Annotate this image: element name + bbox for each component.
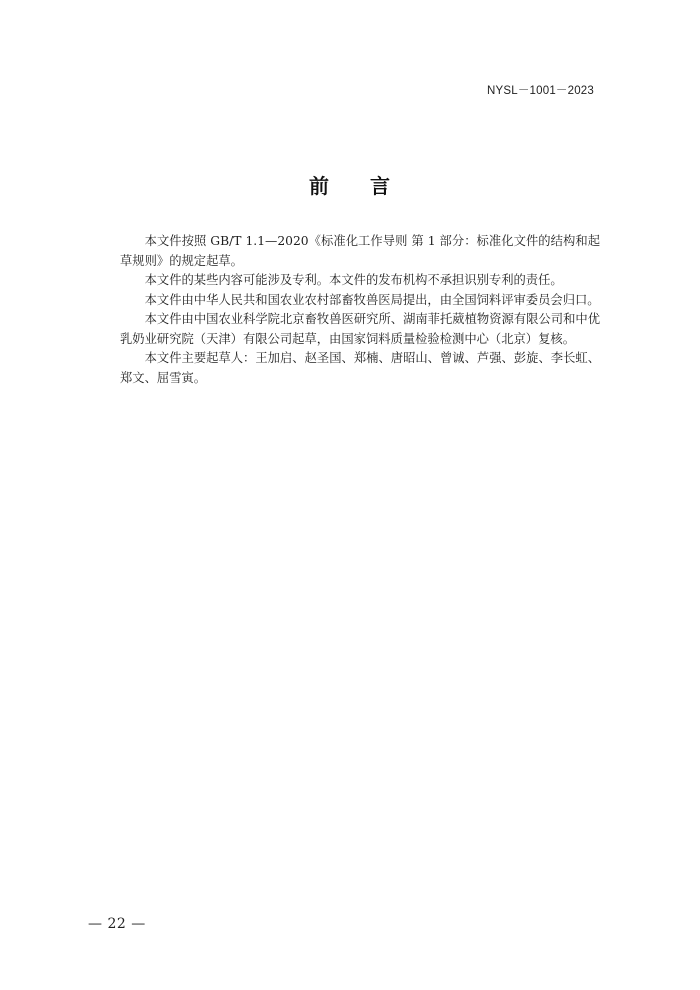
- title-char-1: 前: [309, 174, 330, 198]
- paragraph-proposer: 本文件由中华人民共和国农业农村部畜牧兽医局提出，由全国饲料评审委员会归口。: [144, 292, 600, 307]
- foreword-body: [120, 232, 600, 388]
- page-title: [0, 170, 700, 199]
- paragraph-patent-notice: 本文件的某些内容可能涉及专利。本文件的发布机构不承担识别专利的责任。: [144, 273, 563, 287]
- paragraph-drafters: 本文件主要起草人：王加启、赵圣国、郑楠、唐昭山、曾诚、芦强、彭旋、李长虹、郑文、屈雪寅。: [120, 351, 600, 385]
- title-char-2: 言: [370, 174, 391, 198]
- page-number: — 22 —: [88, 916, 146, 932]
- paragraph-drafting-rules: 本文件按照 GB/T 1.1—2020《标准化工作导则 第 1 部分：标准化文件的结构和起草规则》的规定起草。: [120, 234, 600, 268]
- document-code: NYSL－1001－2023: [486, 85, 594, 97]
- paragraph-drafting-units: 本文件由中国农业科学院北京畜牧兽医研究所、湖南菲托葳植物资源有限公司和中优乳奶业研究院（天津）有限公司起草，由国家饲料质量检验检测中心（北京）复核。: [120, 312, 600, 346]
